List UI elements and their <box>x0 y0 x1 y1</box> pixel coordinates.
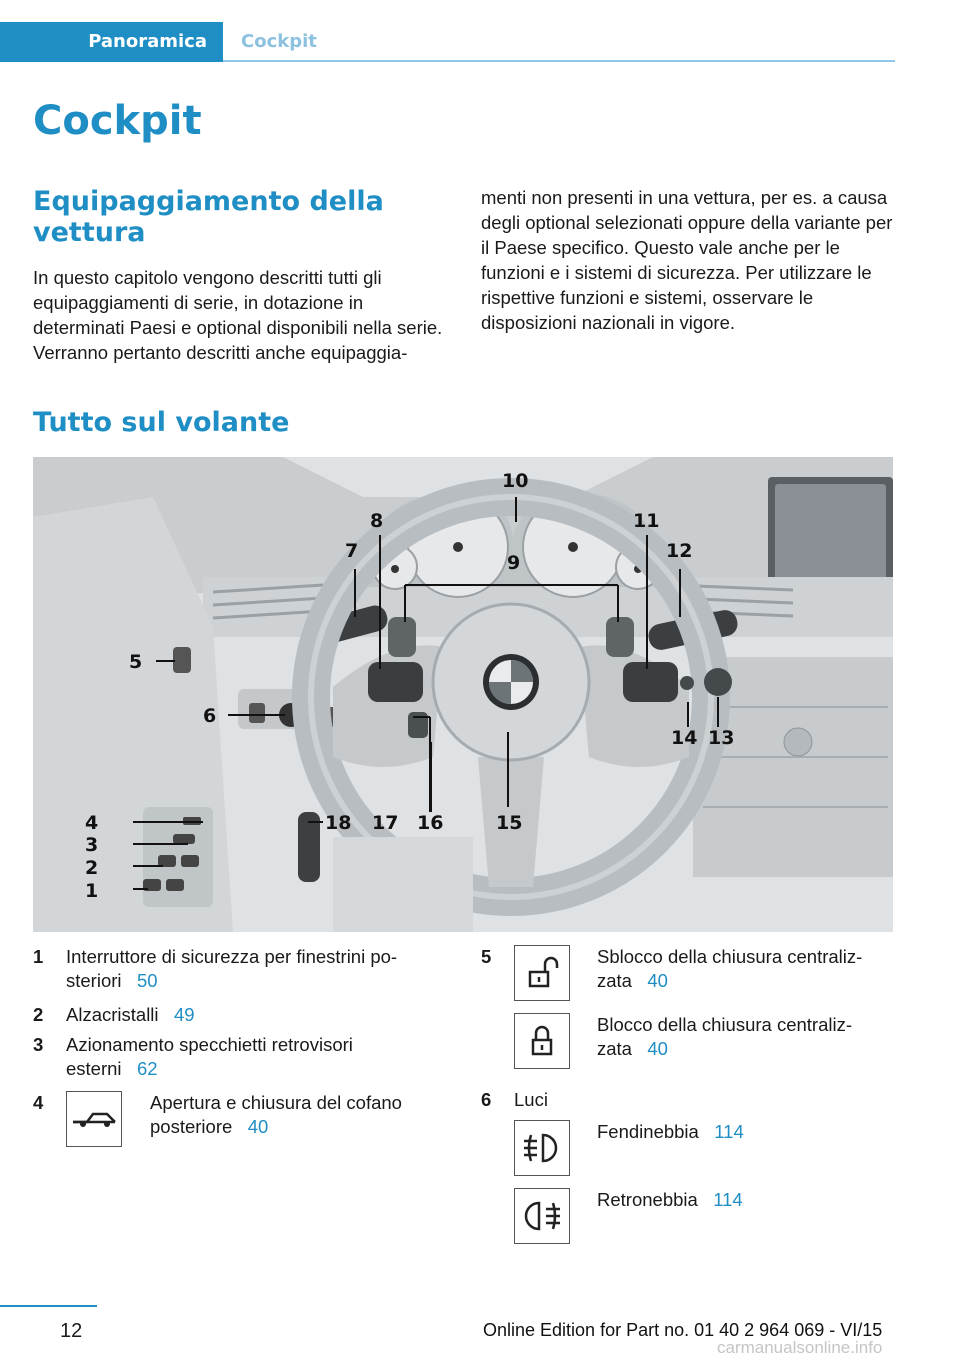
page-title: Cockpit <box>33 98 202 144</box>
page-ref[interactable]: 114 <box>713 1189 743 1210</box>
callout-6: 6 <box>203 705 217 727</box>
callout-10: 10 <box>502 470 529 492</box>
callout-17: 17 <box>372 812 399 834</box>
section-title-equipment: Equipaggiamento della vettura <box>33 186 384 248</box>
callout-9: 9 <box>507 552 521 574</box>
tab-panoramica[interactable]: Panoramica <box>0 22 223 62</box>
lock-icon <box>514 1013 570 1069</box>
cockpit-illustration <box>33 457 893 932</box>
page-ref[interactable]: 40 <box>647 970 668 991</box>
callout-3: 3 <box>85 834 99 856</box>
callout-1: 1 <box>85 880 99 902</box>
callout-4: 4 <box>85 812 99 834</box>
intro-paragraph-right: menti non presenti in una vettura, per es. a causa degli optional selezionati oppure della variante per il Paese specifico. Questo vale anche per le funzioni e i sistemi di sicurezza. Per utilizzare le rispettive funzioni e sistemi, osservare le disposizioni nazionali in vigore. <box>481 187 893 333</box>
callout-8: 8 <box>370 510 384 532</box>
tab-cockpit[interactable]: Cockpit <box>241 31 317 52</box>
watermark: carmanualsonline.info <box>717 1338 883 1357</box>
rear-fog-light-icon <box>514 1188 570 1244</box>
callout-2: 2 <box>85 857 99 879</box>
legend-left: 1 Interruttore di sicurezza per finestrini po- steriori 50 2 Alzacristalli 49 3 Azionamento specchietti retrovisori esterni 62 4 Apertura e chiusura del cofano posteriore 40 <box>33 945 453 1165</box>
callout-7: 7 <box>345 540 359 562</box>
steering-wheel-drawing <box>33 457 893 932</box>
callout-16: 16 <box>417 812 444 834</box>
page-ref[interactable]: 40 <box>247 1116 269 1137</box>
callout-14: 14 <box>671 727 698 749</box>
edition-text: Online Edition for Part no. 01 40 2 964 069 - VI/15 <box>483 1320 883 1340</box>
page-ref[interactable]: 62 <box>136 1058 158 1079</box>
page-ref[interactable]: 50 <box>136 970 158 991</box>
legend-right: 5 Sblocco della chiusura centraliz- zata 40 Blocco della chiusura centraliz- zata 40 6 Luci Fendinebbia 114 Retronebbia 114 <box>481 945 901 1250</box>
page-ref[interactable]: 49 <box>173 1004 195 1025</box>
top-navigation <box>0 22 895 62</box>
page-number: 12 <box>60 1320 83 1342</box>
callout-12: 12 <box>666 540 693 562</box>
page-ref[interactable]: 114 <box>714 1121 744 1142</box>
section-title-steering-wheel: Tutto sul volante <box>33 407 290 438</box>
tailgate-icon <box>66 1091 122 1147</box>
callout-15: 15 <box>496 812 523 834</box>
footer-rule <box>0 1305 97 1307</box>
front-fog-light-icon <box>514 1120 570 1176</box>
callout-18: 18 <box>325 812 352 834</box>
page-ref[interactable]: 40 <box>647 1038 668 1059</box>
intro-paragraph-left: In questo capitolo vengono descritti tutti gli equipaggiamenti di serie, in dotazione in determinati Paesi e optional disponibili nella serie. Verranno pertanto descritti anche equipaggia- <box>33 267 443 363</box>
unlock-icon <box>514 945 570 1001</box>
callout-13: 13 <box>708 727 735 749</box>
callout-5: 5 <box>129 651 143 673</box>
callout-11: 11 <box>633 510 660 532</box>
